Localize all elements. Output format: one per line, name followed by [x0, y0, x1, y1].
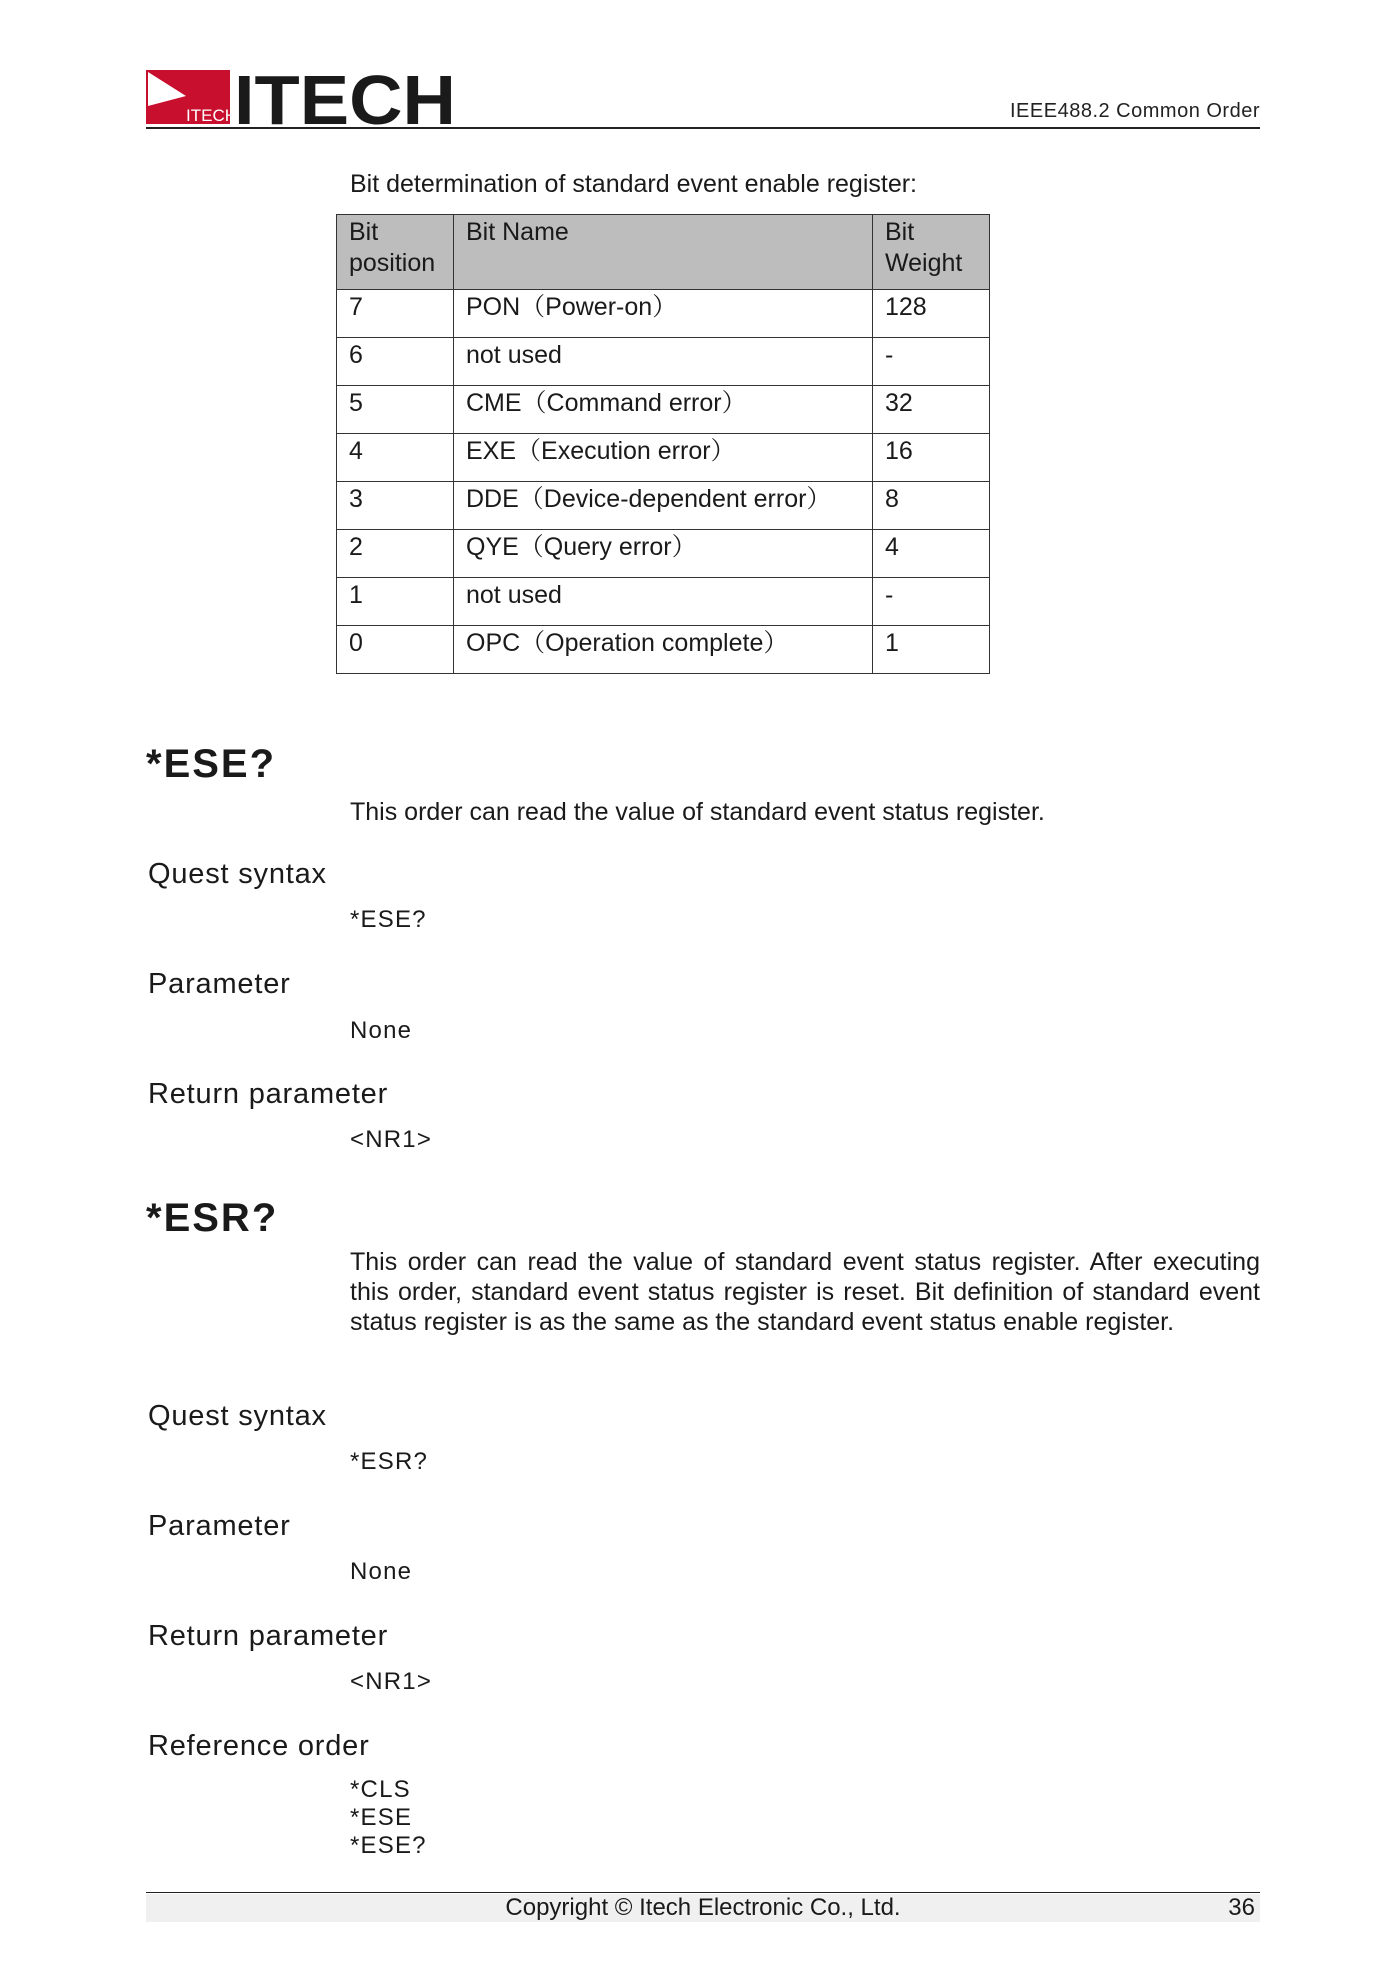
bit-name-cell: not used [454, 578, 873, 626]
reference-item: *ESE? [350, 1832, 427, 1859]
esr-parameter-value: None [350, 1558, 413, 1585]
ese-query-description: This order can read the value of standard event status register. [350, 798, 1045, 826]
esr-reference-list [350, 1776, 427, 1860]
esr-return-heading: Return parameter [148, 1620, 389, 1652]
table-header-row [337, 215, 990, 290]
bit-weight-cell: 32 [873, 386, 990, 434]
itech-logo-graphic [146, 66, 458, 126]
table-row [337, 290, 990, 338]
header-title: IEEE488.2 Common Order [1010, 100, 1260, 122]
table-row [337, 482, 990, 530]
bit-position-cell: 7 [337, 290, 454, 338]
bit-position-cell: 0 [337, 626, 454, 674]
ese-parameter-heading: Parameter [148, 968, 291, 1000]
bit-definition-table [336, 214, 990, 674]
header-bit-name: Bit Name [454, 215, 873, 290]
bit-weight-cell: 4 [873, 530, 990, 578]
reference-item: *ESE [350, 1804, 413, 1831]
ese-syntax-heading: Quest syntax [148, 858, 327, 890]
bit-weight-cell: 8 [873, 482, 990, 530]
ese-query-title: *ESE? [146, 742, 277, 786]
header-bit-position: Bit position [337, 215, 454, 290]
table-row [337, 578, 990, 626]
bit-name-cell: CME（Command error） [454, 386, 873, 434]
bit-name-cell: OPC（Operation complete） [454, 626, 873, 674]
header-divider [146, 127, 1260, 129]
bit-name-cell: DDE（Device-dependent error） [454, 482, 873, 530]
ese-return-value: <NR1> [350, 1126, 433, 1153]
table-row [337, 434, 990, 482]
bit-position-cell: 3 [337, 482, 454, 530]
footer-copyright: Copyright © Itech Electronic Co., Ltd. [505, 1894, 901, 1921]
bit-position-cell: 2 [337, 530, 454, 578]
bit-position-cell: 6 [337, 338, 454, 386]
esr-return-value: <NR1> [350, 1668, 433, 1695]
esr-query-title: *ESR? [146, 1196, 279, 1240]
esr-syntax-value: *ESR? [350, 1448, 429, 1475]
bit-name-cell: PON（Power-on） [454, 290, 873, 338]
header-bit-weight: Bit Weight [873, 215, 990, 290]
bit-weight-cell: 16 [873, 434, 990, 482]
bit-weight-cell: 1 [873, 626, 990, 674]
bit-name-cell: EXE（Execution error） [454, 434, 873, 482]
bit-position-cell: 1 [337, 578, 454, 626]
logo-wordmark: ITECH [234, 66, 456, 126]
page-number: 36 [1228, 1894, 1255, 1921]
table-row [337, 338, 990, 386]
bit-position-cell: 5 [337, 386, 454, 434]
bit-weight-cell: - [873, 338, 990, 386]
ese-parameter-value: None [350, 1017, 413, 1044]
esr-parameter-heading: Parameter [148, 1510, 291, 1542]
itech-logo [146, 66, 458, 126]
logo-badge-text: ITECH [186, 106, 237, 125]
ese-return-heading: Return parameter [148, 1078, 389, 1110]
reference-item: *CLS [350, 1776, 411, 1803]
ese-syntax-value: *ESE? [350, 906, 427, 933]
bit-name-cell: QYE（Query error） [454, 530, 873, 578]
esr-syntax-heading: Quest syntax [148, 1400, 327, 1432]
table-caption: Bit determination of standard event enable register: [350, 170, 918, 198]
bit-weight-cell: - [873, 578, 990, 626]
bit-name-cell: not used [454, 338, 873, 386]
bit-weight-cell: 128 [873, 290, 990, 338]
esr-reference-heading: Reference order [148, 1730, 370, 1762]
table-row [337, 530, 990, 578]
table-row [337, 386, 990, 434]
table-row [337, 626, 990, 674]
esr-query-description: This order can read the value of standard event status register. After executing this order, standard event status register is reset. Bit definition of standard event status register is as the same as the standard event status enable register. [350, 1248, 1260, 1336]
bit-position-cell: 4 [337, 434, 454, 482]
